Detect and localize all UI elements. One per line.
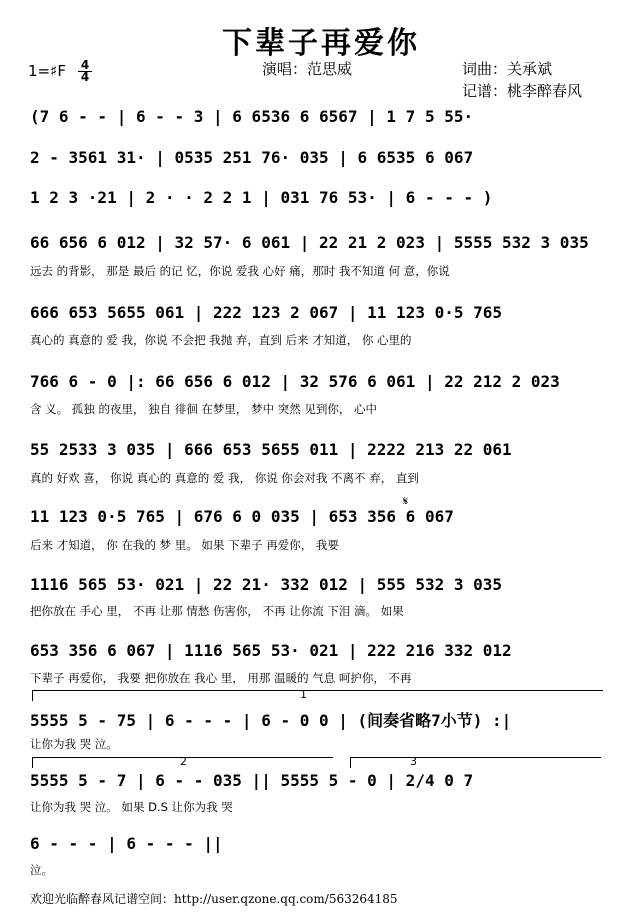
lyrics-row-7: 后来 才知道， 你 在我的 梦 里。 如果 下辈子 再爱你， 我要 [30, 538, 339, 552]
notation-row-7: 11 123 0·5 765 | 676 6 0 035 | 653 356 6 067 [30, 507, 454, 526]
notation-row-9: 653 356 6 067 | 1116 565 53· 021 | 222 216 332 012 [30, 641, 512, 660]
lyrics-row-12: 泣。 [30, 863, 53, 877]
notation-row-1: 2 - 3561 31· | 0535 251 76· 035 | 6 6535 6 067 [30, 148, 474, 167]
notation-row-3: 66 656 6 012 | 32 57· 6 061 | 22 21 2 023 | 5555 532 3 035 [30, 233, 589, 252]
lyrics-row-4: 真心的 真意的 爱 我，你说 不会把 我抛 弃，直到 后来 才知道， 你 心里的 [30, 333, 412, 347]
lyrics-row-11: 让你为我 哭 泣。 如果 D.S 让你为我 哭 [30, 800, 233, 814]
composer-credit: 词曲：关承斌 [462, 60, 553, 78]
song-title: 下辈子再爱你 [222, 26, 420, 61]
notation-row-10: 5555 5 - 75 | 6 - - - | 6 - 0 0 | (间奏省略7小节) :| [30, 711, 512, 730]
notation-row-8: 1116 565 53· 021 | 22 21· 332 012 | 555 532 3 035 [30, 575, 503, 594]
notation-row-6: 55 2533 3 035 | 666 653 5655 011 | 2222 213 22 061 [30, 440, 512, 459]
singer-credit: 演唱：范思威 [262, 60, 353, 78]
lyrics-row-9: 下辈子 再爱你， 我要 把你放在 我心 里， 用那 温暖的 气息 呵护你， 不再 [30, 671, 412, 685]
volta-number-3: 3 [410, 755, 417, 768]
time-signature [78, 60, 92, 83]
notation-row-12: 6 - - - | 6 - - - || [30, 834, 223, 853]
footer-link[interactable]: 欢迎光临醉春风记谱空间：http://user.qzone.qq.com/563264185 [30, 892, 398, 906]
key-signature: 1=♯F [28, 62, 66, 80]
volta-bracket-1 [32, 690, 603, 701]
volta-number-1: 1 [300, 688, 307, 701]
lyrics-row-5: 含 义。 孤独 的夜里， 独自 徘徊 在梦里， 梦中 突然 见到你， 心中 [30, 402, 378, 416]
notation-row-5: 766 6 - 0 |: 66 656 6 012 | 32 576 6 061 | 22 212 2 023 [30, 372, 560, 391]
volta-number-2: 2 [180, 755, 187, 768]
segno-sign: 𝄋 [403, 494, 409, 508]
notation-row-2: 1 2 3 ·21 | 2 · · 2 2 1 | 031 76 53· | 6 - - - ) [30, 188, 493, 207]
lyrics-row-6: 真的 好欢 喜， 你说 真心的 真意的 爱 我， 你说 你会对我 不离不 弃， 直到 [30, 471, 419, 485]
notation-row-0: (7 6 - - | 6 - - 3 | 6 6536 6 6567 | 1 7 5 55· [30, 107, 474, 126]
volta-bracket-3 [350, 757, 601, 768]
lyrics-row-3: 远去 的背影， 那是 最后 的记 忆，你说 爱我 心好 痛，那时 我不知道 何 意，你说 [30, 264, 450, 278]
notation-row-4: 666 653 5655 061 | 222 123 2 067 | 11 123 0·5 765 [30, 303, 503, 322]
notation-row-11: 5555 5 - 7 | 6 - - 035 || 5555 5 - 0 | 2/4 0 7 [30, 771, 474, 790]
lyrics-row-8: 把你放在 手心 里， 不再 让那 情愁 伤害你， 不再 让你流 下泪 滴。 如果 [30, 604, 404, 618]
time-signature-top: 4 [80, 58, 90, 72]
transcriber-credit: 记谱：桃李醉春风 [462, 82, 583, 100]
time-signature-bottom: 4 [80, 70, 90, 84]
lyrics-row-10: 让你为我 哭 泣。 [30, 737, 118, 751]
